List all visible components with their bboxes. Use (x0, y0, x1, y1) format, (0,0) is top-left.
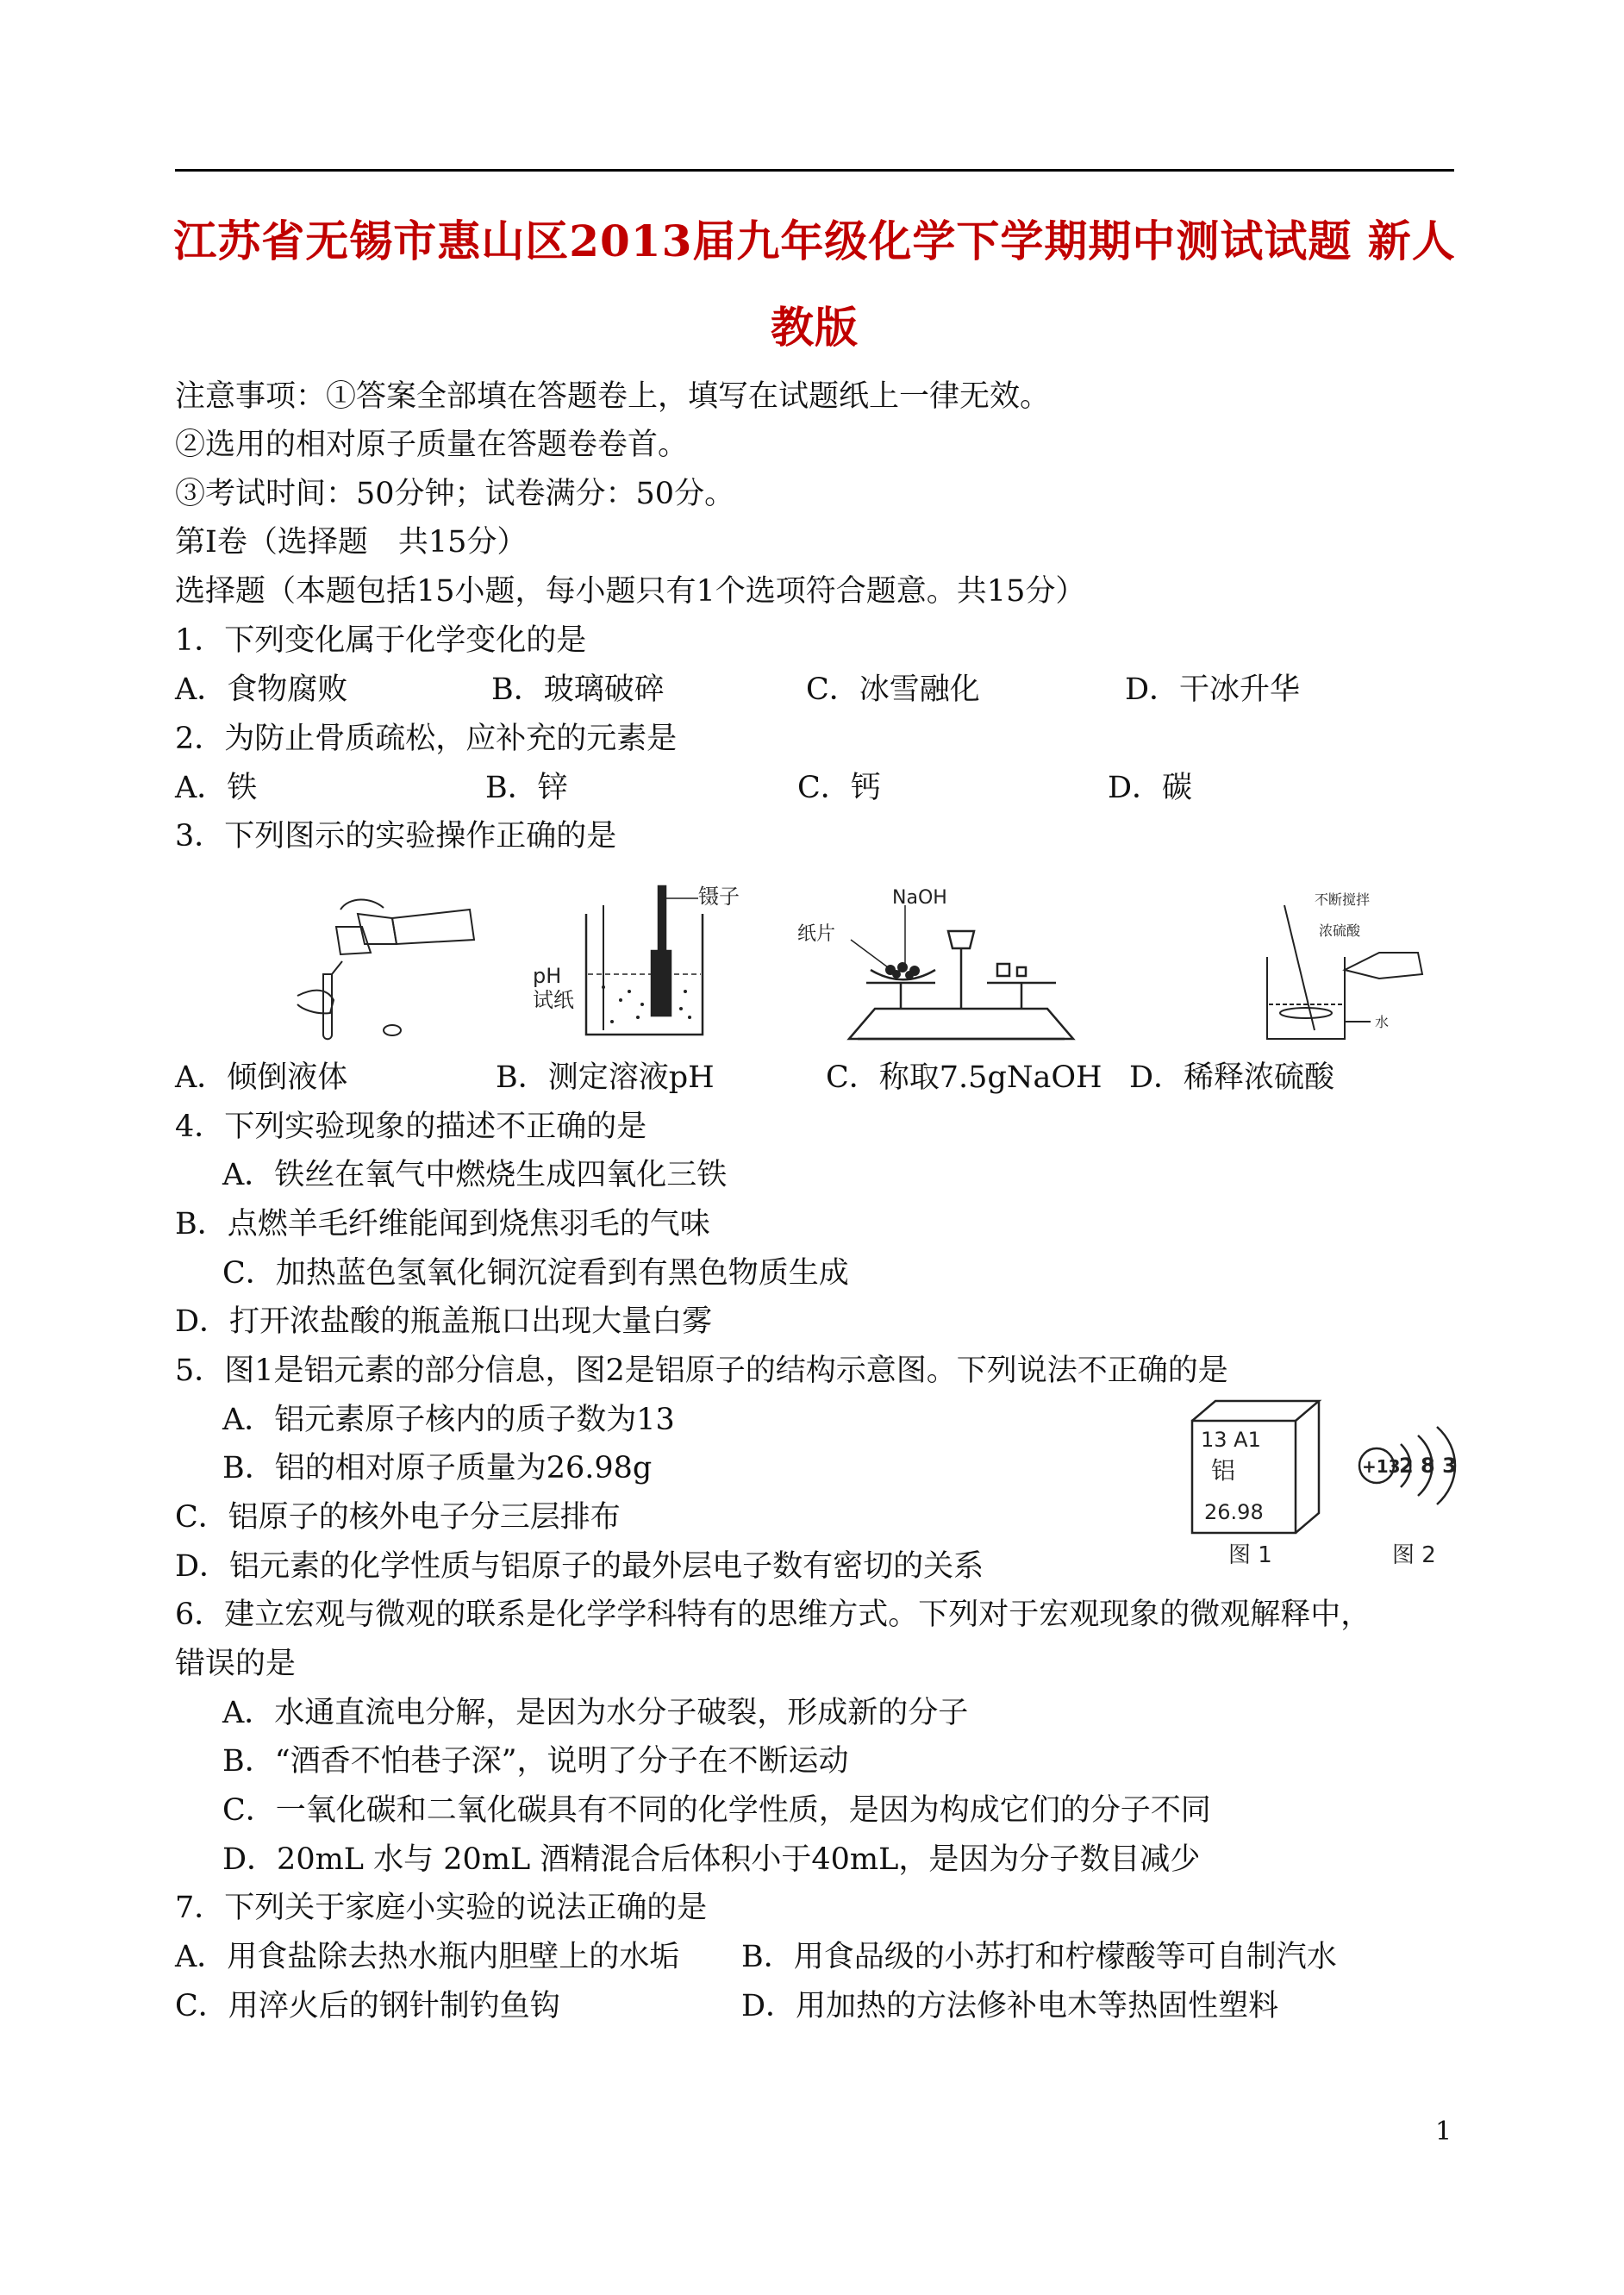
q6-option-a: A．水通直流电分解，是因为水分子破裂，形成新的分子 (222, 1696, 969, 1730)
q1-option-d: D．干冰升华 (1125, 672, 1301, 707)
q3-option-b: B．测定溶液pH (496, 1060, 715, 1095)
q7-option-c: C．用淬火后的钢针制钓鱼钩 (175, 1989, 560, 2023)
q7-option-d: D．用加热的方法修补电木等热固性塑料 (741, 1989, 1279, 2023)
q6-stem-line1: 6．建立宏观与微观的联系是化学学科特有的思维方式。下列对于宏观现象的微观解释中， (175, 1598, 1371, 1632)
q2-option-c: C．钙 (797, 771, 881, 805)
q7-option-a: A．用食盐除去热水瓶内胆壁上的水垢 (175, 1940, 680, 1974)
page-number: 1 (1435, 2117, 1452, 2147)
fig1-number-symbol: 13 A1 (1201, 1428, 1261, 1452)
q5-option-a: A．铝元素原子核内的质子数为13 (222, 1403, 675, 1437)
figure-balance (797, 888, 1116, 1052)
q1-option-a: A．食物腐败 (175, 672, 348, 707)
q5-option-b: B．铝的相对原子质量为26.98g (222, 1451, 653, 1485)
q3-option-d: D．稀释浓硫酸 (1129, 1060, 1335, 1095)
fig1-element-name: 铝 (1211, 1456, 1236, 1485)
figure-dilute-acid (1250, 892, 1448, 1047)
q3-option-c: C．称取7.5gNaOH (826, 1060, 1102, 1095)
q6-stem-line2: 错误的是 (175, 1647, 297, 1681)
fig2-nucleus-charge: +13 (1362, 1456, 1401, 1477)
q3-stem: 3．下列图示的实验操作正确的是 (175, 819, 617, 854)
q7-stem: 7．下列关于家庭小实验的说法正确的是 (175, 1891, 708, 1925)
q6-option-b: B．“酒香不怕巷子深”，说明了分子在不断运动 (222, 1744, 849, 1779)
q1-stem: 1．下列变化属于化学变化的是 (175, 623, 587, 658)
fig-c-label-naoh: NaOH (892, 888, 947, 909)
q4-option-d: D．打开浓盐酸的瓶盖瓶口出现大量白雾 (175, 1304, 713, 1339)
q2-option-b: B．锌 (485, 771, 568, 805)
q2-option-d: D．碳 (1108, 771, 1193, 805)
q6-option-d: D．20mL 水与 20mL 酒精混合后体积小于40mL，是因为分子数目减少 (222, 1842, 1201, 1877)
fig1-atomic-mass: 26.98 (1204, 1500, 1264, 1524)
figure-element-cell (1185, 1397, 1336, 1569)
fig2-caption: 图 2 (1392, 1542, 1436, 1568)
fig1-caption: 图 1 (1228, 1542, 1272, 1568)
figure-measure-ph (526, 879, 750, 1052)
q3-option-a: A．倾倒液体 (175, 1060, 348, 1095)
fig-d-label-acid: 浓硫酸 (1319, 922, 1361, 939)
document-title-line1: 江苏省无锡市惠山区2013届九年级化学下学期期中测试试题 新人 (173, 216, 1456, 266)
fig-b-label-tweezers: 镊子 (698, 885, 740, 909)
q1-option-b: B．玻璃破碎 (491, 672, 665, 707)
q4-option-c: C．加热蓝色氢氧化铜沉淀看到有黑色物质生成 (222, 1256, 849, 1291)
section-intro: 选择题（本题包括15小题，每小题只有1个选项符合题意。共15分） (175, 574, 1086, 609)
q2-stem: 2．为防止骨质疏松，应补充的元素是 (175, 722, 678, 756)
document-title-line2: 教版 (771, 302, 859, 353)
note-1: 注意事项：①答案全部填在答题卷上，填写在试题纸上一律无效。 (175, 379, 1051, 414)
fig2-shell-electrons: 2 8 3 (1399, 1454, 1457, 1478)
fig-d-label-water: 水 (1375, 1014, 1390, 1030)
q5-option-c: C．铝原子的核外电子分三层排布 (175, 1500, 621, 1535)
q4-stem: 4．下列实验现象的描述不正确的是 (175, 1110, 647, 1144)
q5-option-d: D．铝元素的化学性质与铝原子的最外层电子数有密切的关系 (175, 1549, 984, 1584)
q7-option-b: B．用食品级的小苏打和柠檬酸等可自制汽水 (741, 1940, 1337, 1974)
fig-d-label-stir: 不断搅拌 (1315, 892, 1371, 908)
note-2: ②选用的相对原子质量在答题卷卷首。 (175, 428, 689, 462)
figure-atom-structure (1358, 1397, 1478, 1569)
section-heading: 第Ⅰ卷（选择题 共15分） (175, 525, 528, 560)
top-rule (175, 169, 1454, 172)
note-3: ③考试时间：50分钟；试卷满分：50分。 (175, 477, 735, 511)
q2-option-a: A．铁 (175, 771, 258, 805)
q1-option-c: C．冰雪融化 (806, 672, 980, 707)
fig-c-label-paper: 纸片 (797, 923, 836, 945)
q4-option-a: A．铁丝在氧气中燃烧生成四氧化三铁 (222, 1158, 728, 1192)
fig-b-label-ph: pH (533, 964, 562, 988)
q6-option-c: C．一氧化碳和二氧化碳具有不同的化学性质，是因为构成它们的分子不同 (222, 1793, 1211, 1828)
q4-option-b: B．点燃羊毛纤维能闻到烧焦羽毛的气味 (175, 1207, 710, 1241)
fig-b-label-paper: 试纸 (533, 988, 574, 1012)
figure-pour-liquid (289, 892, 487, 1043)
q5-stem: 5．图1是铝元素的部分信息，图2是铝原子的结构示意图。下列说法不正确的是 (175, 1354, 1228, 1388)
